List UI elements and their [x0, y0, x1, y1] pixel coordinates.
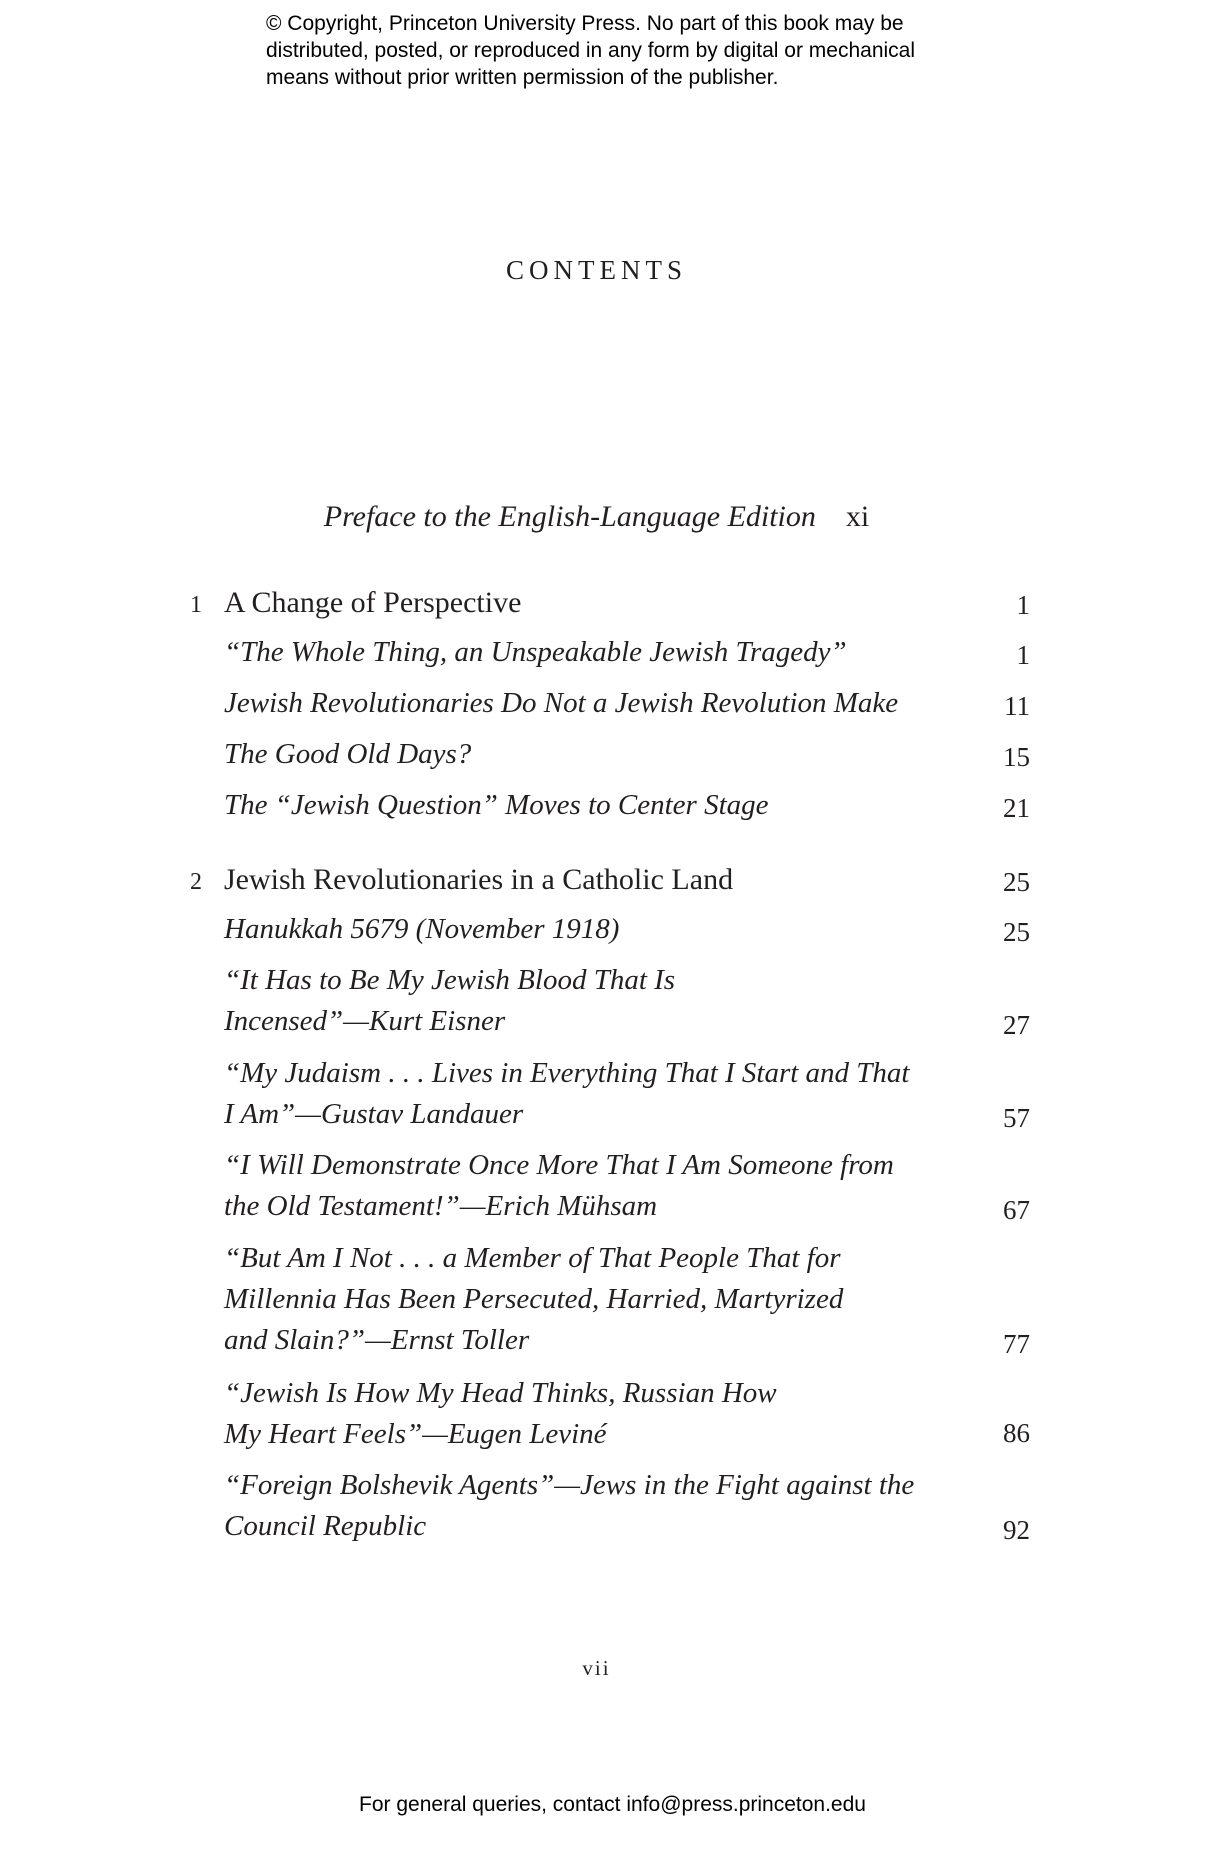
section-title — [224, 909, 924, 950]
section-title-line: Hanukkah 5679 (November 1918) — [224, 913, 620, 945]
section-title-line: Council Republic — [224, 1510, 427, 1542]
page-number: 11 — [1004, 691, 1030, 721]
section-title-line: I Am”—Gustav Landauer — [224, 1098, 524, 1130]
page-number: 57 — [1003, 1103, 1030, 1133]
section-title — [224, 1238, 924, 1361]
section-title — [224, 1145, 924, 1227]
chapter-number: 2 — [190, 869, 202, 895]
section-title-line: and Slain?”—Ernst Toller — [224, 1324, 530, 1356]
section-title-line: “The Whole Thing, an Unspeakable Jewish Tragedy” — [224, 636, 847, 668]
page-number: 67 — [1003, 1195, 1030, 1225]
chapter-number: 1 — [190, 592, 202, 618]
copyright-notice — [266, 10, 986, 91]
page-number: 25 — [1003, 917, 1030, 947]
section-title — [224, 1373, 924, 1455]
section-title-line: “Foreign Bolshevik Agents”—Jews in the Fight against the — [224, 1469, 915, 1501]
preface-title: Preface to the English-Language Edition — [323, 500, 816, 533]
section-title-line: “I Will Demonstrate Once More That I Am Someone from — [224, 1149, 894, 1181]
copyright-line: distributed, posted, or reproduced in any form by digital or mechanical — [266, 39, 916, 62]
section-title-line: the Old Testament!”—Erich Mühsam — [224, 1190, 658, 1222]
section-title-line: “Jewish Is How My Head Thinks, Russian How — [224, 1377, 777, 1409]
copyright-line: means without prior written permission of the publisher. — [266, 66, 779, 89]
page-number: 86 — [1003, 1418, 1030, 1448]
page-title: CONTENTS — [506, 255, 687, 285]
section-title — [224, 960, 924, 1042]
copyright-line: © Copyright, Princeton University Press. No part of this book may be — [266, 12, 904, 35]
section-title — [224, 632, 924, 673]
section-title — [224, 683, 924, 724]
page-number: 25 — [1003, 867, 1030, 897]
preface-page-number: xi — [845, 500, 870, 533]
page-folio: vii — [582, 1656, 611, 1680]
chapter-title: Jewish Revolutionaries in a Catholic Land — [224, 863, 734, 896]
section-title-line: The Good Old Days? — [224, 738, 472, 770]
section-title-line: “My Judaism . . . Lives in Everything That I Start and That — [224, 1057, 910, 1089]
page-number: 92 — [1003, 1515, 1030, 1545]
section-title-line: My Heart Feels”—Eugen Leviné — [224, 1418, 607, 1450]
page-number: 1 — [1016, 640, 1030, 670]
chapter-title: A Change of Perspective — [224, 586, 522, 619]
page-number: 15 — [1003, 742, 1030, 772]
section-title-line: Incensed”—Kurt Eisner — [224, 1005, 506, 1037]
section-title — [224, 734, 924, 775]
section-title-line: Millennia Has Been Persecuted, Harried, Martyrized — [224, 1283, 844, 1315]
section-title-line: “It Has to Be My Jewish Blood That Is — [224, 964, 676, 996]
page-number: 1 — [1016, 590, 1030, 620]
section-title — [224, 1053, 924, 1135]
page-number: 21 — [1003, 793, 1030, 823]
footer-contact: For general queries, contact info@press.princeton.edu — [359, 1793, 866, 1816]
preface-entry — [0, 500, 1193, 534]
section-title — [224, 1465, 924, 1547]
section-title — [224, 785, 924, 826]
section-title-line: The “Jewish Question” Moves to Center Stage — [224, 789, 769, 821]
page-number: 27 — [1003, 1010, 1030, 1040]
section-title-line: Jewish Revolutionaries Do Not a Jewish Revolution Make — [224, 687, 899, 719]
page-number: 77 — [1003, 1329, 1030, 1359]
section-title-line: “But Am I Not . . . a Member of That People That for — [224, 1242, 841, 1274]
